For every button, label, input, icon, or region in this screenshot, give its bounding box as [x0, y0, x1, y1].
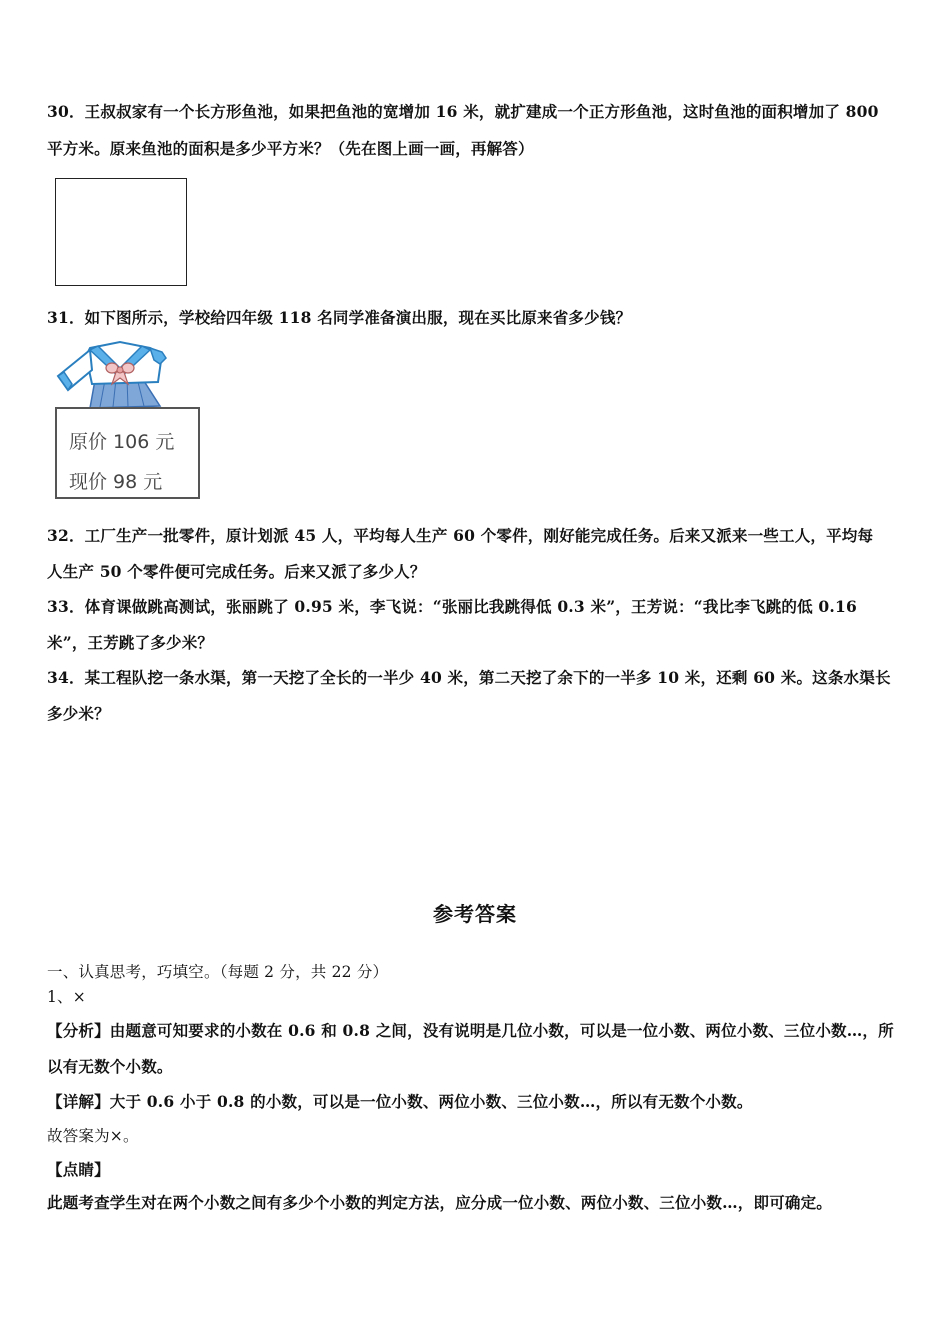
analysis-line2: 以有无数个小数。: [47, 1057, 173, 1076]
detail-text: 【详解】大于 0.6 小于 0.8 的小数，可以是一位小数、两位小数、三位小数…，所以有无数个小数。: [47, 1092, 753, 1111]
q32-text-line2: 人生产 50 个零件便可完成任务。后来又派了多少人？: [47, 562, 426, 581]
q32-text-line1: 32．工厂生产一批零件，原计划派 45 人，平均每人生产 60 个零件，刚好能完成任务。后来又派来一些工人，平均每: [47, 526, 874, 545]
comment-text: 此题考查学生对在两个小数之间有多少个小数的判定方法，应分成一位小数、两位小数、三位小数…，即可确定。: [47, 1193, 833, 1212]
conclusion-text: 故答案为×。: [47, 1127, 139, 1145]
q31-text-line1: 31．如下图所示，学校给四年级 118 名同学准备演出服，现在买比原来省多少钱？: [47, 308, 632, 327]
q30-rectangle-diagram: [55, 178, 187, 286]
price-tag: [55, 407, 200, 499]
q34-text-line2: 多少米？: [47, 704, 110, 723]
q30-text-line1: 30．王叔叔家有一个长方形鱼池，如果把鱼池的宽增加 16 米，就扩建成一个正方形鱼池，这时鱼池的面积增加了 800: [47, 102, 879, 121]
q34-text-line1: 34．某工程队挖一条水渠，第一天挖了全长的一半少 40 米，第二天挖了余下的一半多 10 米，还剩 60 米。这条水渠长: [47, 668, 891, 687]
q33-text-line2: 米”，王芳跳了多少米？: [47, 633, 214, 652]
costume-icon: [50, 338, 210, 413]
comment-label: 【点睛】: [47, 1160, 110, 1179]
q30-text-line2: 平方米。原来鱼池的面积是多少平方米？（先在图上画一画，再解答）: [47, 139, 534, 158]
analysis-line1: 【分析】由题意可知要求的小数在 0.6 和 0.8 之间，没有说明是几位小数，可以是一位小数、两位小数、三位小数…，所: [47, 1021, 894, 1040]
current-price: 现价 98 元: [69, 471, 163, 493]
section1-heading: 一、认真思考，巧填空。（每题 2 分，共 22 分）: [47, 963, 389, 981]
answer-section-title: 参考答案: [433, 902, 517, 926]
answer-item-1: 1、×: [47, 988, 86, 1006]
original-price: 原价 106 元: [69, 431, 175, 453]
q33-text-line1: 33．体育课做跳高测试，张丽跳了 0.95 米，李飞说：“张丽比我跳得低 0.3 米”，王芳说：“我比李飞跳的低 0.16: [47, 597, 857, 616]
